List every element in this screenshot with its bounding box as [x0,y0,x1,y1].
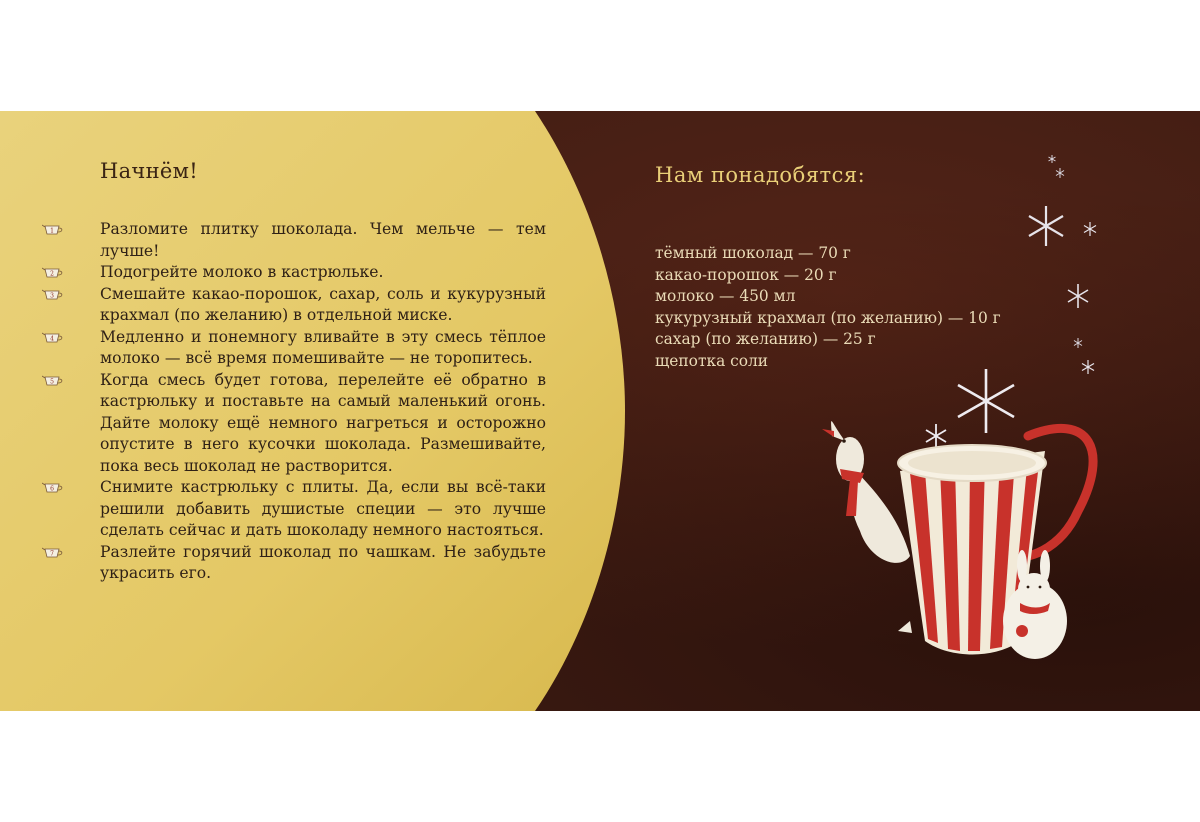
snowflake-icon [926,424,946,448]
ingredient-item: тёмный шоколад — 70 г [655,244,851,262]
teapot-icon [42,373,64,387]
step-number: 7 [50,550,54,557]
snowflake-icon [1029,206,1063,246]
step-text: Разлейте горячий шоколад по чашкам. Не забудьте украсить его. [100,542,546,582]
snowflake-icon [1084,222,1096,236]
step-text: Подогрейте молоко в кастрюльке. [100,263,384,281]
step-number: 3 [50,292,54,299]
step-number: 5 [50,378,54,385]
step-number: 4 [50,335,54,342]
ingredient-item: какао-порошок — 20 г [655,265,837,284]
step-text: Разломите плитку шоколада. Чем мельче — тем лучше! [100,220,546,260]
step-item [50,219,546,262]
step-number: 2 [50,270,54,278]
page-heading-right: Нам понадобятся: [655,163,866,187]
bird-figure [822,421,912,633]
step-item [50,477,546,542]
snowflake-icon [958,369,1014,433]
step-item [50,542,546,585]
snowflake-icon [1074,338,1082,348]
teapot-icon [42,287,64,301]
step-number: 6 [50,485,54,493]
ingredient-item: щепотка соли [655,351,769,370]
step-item [50,327,546,370]
teapot-icon [42,480,64,494]
book-spread [0,111,1200,711]
teapot-icon [42,330,64,344]
step-text: Когда смесь будет готова, перелейте её обратно в кастрюльку и поставьте на самый маленький огонь. Дайте молоку ещё немного нагреться и осторожно опустите в него кусочки шоколада. Размешивайте, пока весь шоколад не растворится. [100,370,546,475]
step-text: Медленно и понемногу вливайте в эту смесь тёплое молоко — всё время помешивайте — не торопитесь. [100,327,546,367]
teapot-icon [42,545,64,559]
page-heading-left: Начнём! [100,159,199,183]
snowflake-icon [1056,168,1064,178]
step-number: 1 [50,227,54,235]
steps-list [50,219,546,585]
ingredient-item: кукурузный крахмал (по желанию) — 10 г [655,308,1001,327]
teapot-icon [42,222,64,236]
ingredient-item: молоко — 450 мл [655,287,796,305]
snowflake-icon [1068,284,1088,308]
step-item [50,284,546,327]
mug-illustration [760,111,1200,711]
ingredient-item: сахар (по желанию) — 25 г [655,330,876,348]
teapot-icon [42,265,64,279]
snowflake-icon [1049,155,1056,163]
snowflake-icon [1082,360,1094,374]
step-item [50,370,546,478]
step-item [50,262,546,284]
step-text: Смешайте какао-порошок, сахар, соль и кукурузный крахмал (по желанию) в отдельной миске. [100,284,546,324]
step-text: Снимите кастрюльку с плиты. Да, если вы всё-таки решили добавить душистые специи — это лучше сделать сейчас и дать шоколаду немного настояться. [100,478,546,539]
